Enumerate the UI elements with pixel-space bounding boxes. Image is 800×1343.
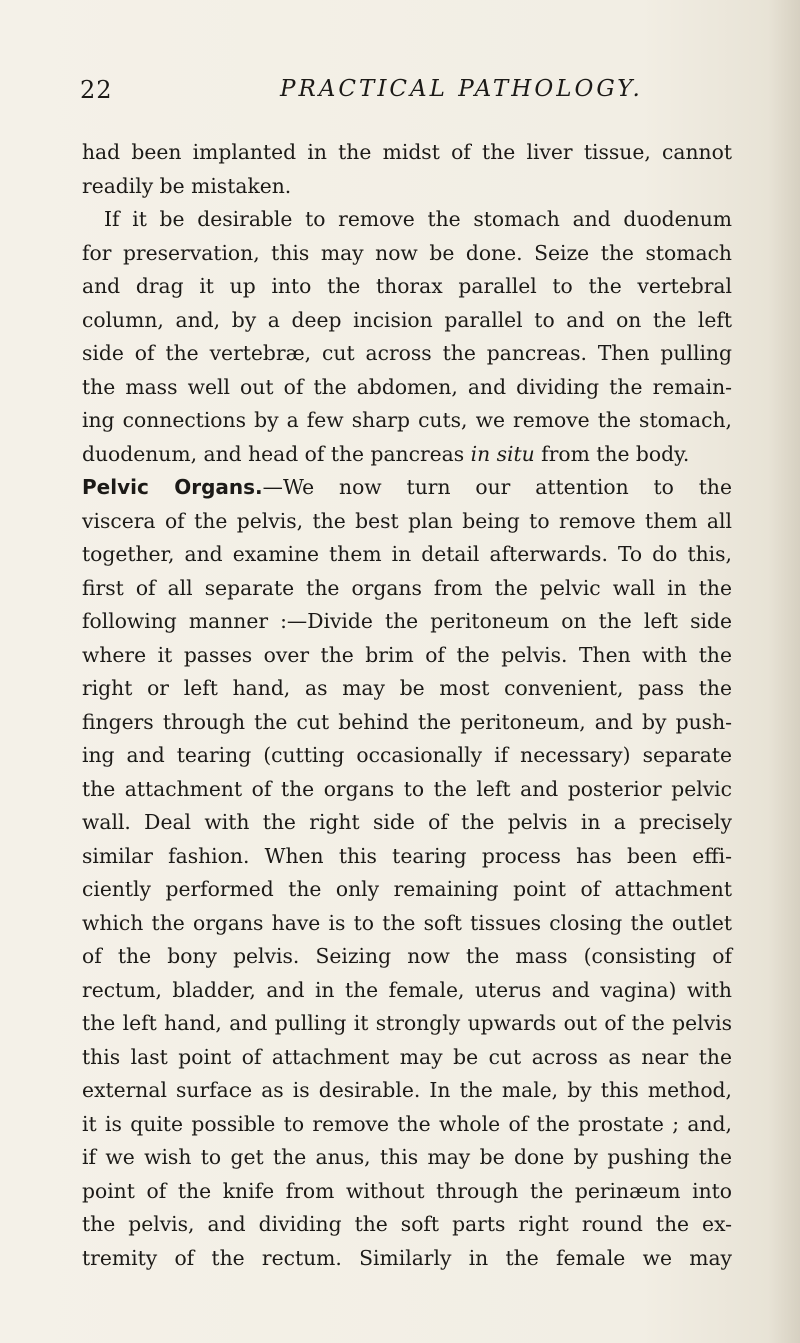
text-line: the pelvis, and dividing the soft parts right round the ex-: [82, 1212, 732, 1236]
text-line: rectum, bladder, and in the female, uterus and vagina) with: [82, 977, 732, 1002]
text-line: had been implanted in the midst of the liver tissue, cannot: [82, 140, 732, 164]
text-line: the left hand, and pulling it strongly upwards out of the pelvis: [82, 1011, 732, 1035]
text-line: tremity of the rectum. Similarly in the female we may: [82, 1245, 732, 1270]
text-line: where it passes over the brim of the pelvis. Then with the: [82, 642, 732, 667]
text-line: and drag it up into the thorax parallel to the vertebral: [82, 274, 732, 298]
text-line: [82, 438, 732, 472]
section-heading: Pelvic Organs.: [82, 475, 263, 499]
text-line: fingers through the cut behind the peritoneum, and by push-: [82, 709, 732, 734]
italic-run: in situ: [470, 441, 535, 466]
text-line: first of all separate the organs from the pelvic wall in the: [82, 575, 732, 600]
text-line: of the bony pelvis. Seizing now the mass (consisting of: [82, 944, 732, 968]
text-line: external surface as is desirable. In the male, by this method,: [82, 1078, 732, 1102]
text-line: If it be desirable to remove the stomach and duodenum: [104, 207, 732, 231]
text-run: —We now turn our attention to the: [262, 475, 732, 499]
text-line: ing connections by a few sharp cuts, we remove the stomach,: [82, 408, 732, 432]
text-line: the mass well out of the abdomen, and dividing the remain-: [82, 374, 732, 399]
running-title: PRACTICAL PATHOLOGY.: [280, 76, 643, 102]
text-line: similar fashion. When this tearing process has been effi-: [82, 843, 732, 868]
text-line: following manner :—Divide the peritoneum on the left side: [82, 609, 732, 633]
text-line: column, and, by a deep incision parallel to and on the left: [82, 307, 732, 332]
text-line: readily be mistaken.: [82, 173, 292, 198]
body-text: [82, 136, 732, 1275]
text-line: right or left hand, as may be most convenient, pass the: [82, 676, 732, 700]
text-line: side of the vertebræ, cut across the pancreas. Then pulling: [82, 341, 732, 365]
text-line: it is quite possible to remove the whole of the prostate ; and,: [82, 1111, 732, 1136]
text-line: together, and examine them in detail afterwards. To do this,: [82, 542, 732, 566]
text-line: point of the knife from without through the perinæum into: [82, 1178, 732, 1203]
text-line: viscera of the pelvis, the best plan being to remove them all: [82, 508, 732, 533]
text-line: ing and tearing (cutting occasionally if necessary) separate: [82, 743, 732, 767]
text-line: wall. Deal with the right side of the pelvis in a precisely: [82, 810, 732, 834]
text-run: duodenum, and head of the pancreas: [82, 441, 471, 466]
text-line: this last point of attachment may be cut across as near the: [82, 1044, 732, 1069]
page-header: [80, 76, 720, 116]
text-line: [82, 471, 732, 505]
text-line: for preservation, this may now be done. Seize the stomach: [82, 240, 732, 265]
text-run: from the body.: [534, 441, 690, 466]
page-number: 22: [80, 76, 113, 104]
text-line: which the organs have is to the soft tissues closing the outlet: [82, 910, 732, 935]
text-line: ciently performed the only remaining point of attachment: [82, 877, 732, 901]
text-line: if we wish to get the anus, this may be done by pushing the: [82, 1145, 732, 1169]
text-line: the attachment of the organs to the left and posterior pelvic: [82, 776, 732, 801]
